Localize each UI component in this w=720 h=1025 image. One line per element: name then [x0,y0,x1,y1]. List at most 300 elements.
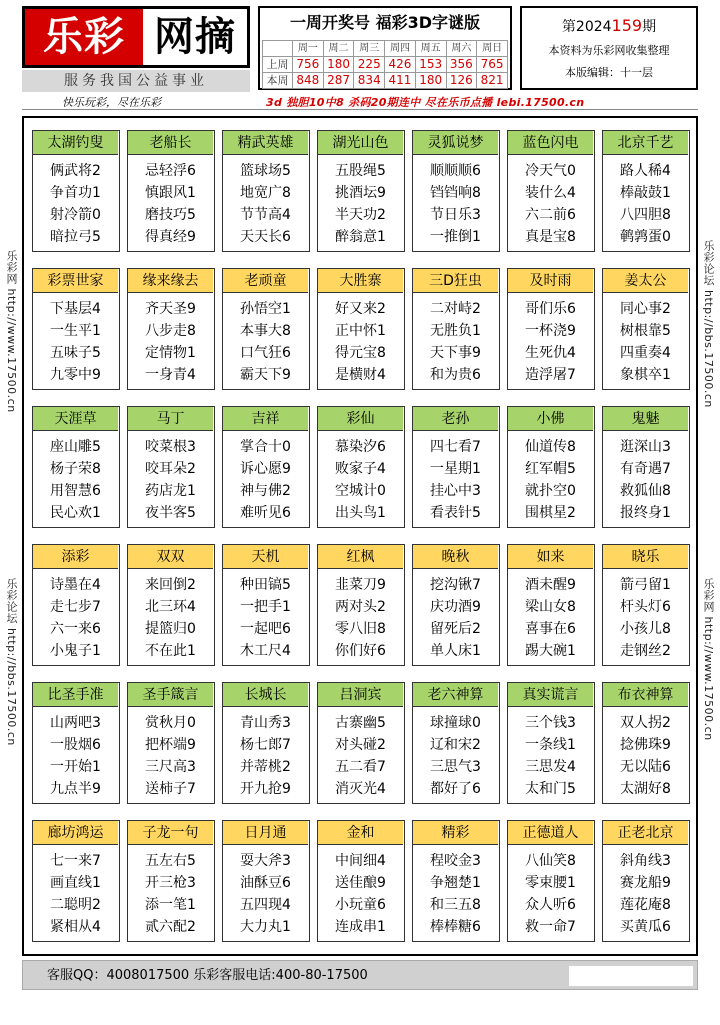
expert-name: 马丁 [128,407,213,431]
riddle-line: 败家子4 [335,461,386,477]
issue-line [522,16,696,36]
expert-name: 精武英雄 [223,131,308,155]
expert-cell [222,544,310,666]
weekday: 周四 [385,41,416,57]
side-text-right-bottom: 乐彩网 http://www.17500.cn [702,578,715,741]
riddle-line: 韭菜刀9 [335,577,386,593]
expert-cell [127,130,215,252]
riddle-line: 一股烟6 [50,737,101,753]
expert-name: 及时雨 [508,269,593,293]
expert-cell [412,406,500,528]
expert-name: 红枫 [318,545,403,569]
riddle-line: 真是宝8 [525,229,576,245]
riddle-line: 提篮归0 [145,621,196,637]
expert-cell [602,130,690,252]
riddle-lines [33,436,118,524]
riddle-lines [413,436,498,524]
expert-cell [127,820,215,942]
riddle-line: 节节高4 [240,207,291,223]
riddle-line: 下基层4 [50,301,101,317]
promo-right[interactable]: 3d 独胆10中8 杀码20期连中 尽在乐币点播 lebi.17500.cn [266,96,585,109]
expert-name: 彩仙 [318,407,403,431]
riddle-lines [128,298,213,386]
riddle-line: 好又来2 [335,301,386,317]
draw-number: 153 [415,57,446,73]
riddle-lines [603,574,688,662]
riddle-lines [128,712,213,800]
riddle-lines [33,712,118,800]
riddle-lines [413,298,498,386]
expert-name: 老孙 [413,407,498,431]
riddle-line: 双人拐2 [620,715,671,731]
expert-name: 吉祥 [223,407,308,431]
prediction-grid [22,116,698,956]
riddle-lines [508,298,593,386]
draw-number: 225 [354,57,385,73]
draw-number: 426 [385,57,416,73]
riddle-line: 用智慧6 [50,483,101,499]
riddle-line: 七一来7 [50,853,101,869]
expert-name: 添彩 [33,545,118,569]
riddle-lines [33,160,118,248]
riddle-line: 众人听6 [525,897,576,913]
riddle-line: 二对峙2 [430,301,481,317]
riddle-lines [508,574,593,662]
draw-number: 411 [385,73,416,89]
riddle-line: 造浮屠7 [525,367,576,383]
riddle-line: 霸天下9 [240,367,291,383]
expert-name: 长城长 [223,683,308,707]
riddle-line: 杨子荣8 [50,461,101,477]
riddle-lines [33,298,118,386]
draw-table [262,40,508,89]
riddle-lines [603,436,688,524]
expert-cell [317,406,405,528]
promo-left: 快乐玩彩，尽在乐彩 [62,96,161,109]
expert-cell [317,544,405,666]
expert-name: 如来 [508,545,593,569]
riddle-lines [318,160,403,248]
riddle-line: 三思气3 [430,759,481,775]
riddle-line: 北三环4 [145,599,196,615]
riddle-line: 救狐仙8 [620,483,671,499]
draw-row-this-week [263,73,508,89]
riddle-line: 来回倒2 [145,577,196,593]
expert-name: 吕洞宾 [318,683,403,707]
expert-cell [602,544,690,666]
riddle-line: 篮球场5 [240,163,291,179]
riddle-lines [128,574,213,662]
riddle-line: 五左右5 [145,853,196,869]
riddle-line: 座山雕5 [50,439,101,455]
logo-red-text: 乐彩 [25,9,143,65]
riddle-line: 孙悟空1 [240,301,291,317]
riddle-lines [223,850,308,938]
draw-number: 180 [323,57,354,73]
expert-cell [507,820,595,942]
riddle-line: 八步走8 [145,323,196,339]
riddle-line: 棒棒糖6 [430,919,481,935]
riddle-lines [318,436,403,524]
riddle-line: 一生平1 [50,323,101,339]
expert-cell [507,682,595,804]
expert-cell [222,406,310,528]
riddle-line: 九零中9 [50,367,101,383]
riddle-lines [33,574,118,662]
riddle-line: 一杯浇9 [525,323,576,339]
expert-cell [32,820,120,942]
expert-cell [507,406,595,528]
riddle-lines [508,850,593,938]
riddle-line: 杨七郎7 [240,737,291,753]
riddle-line: 咬耳朵2 [145,461,196,477]
draw-number: 765 [477,57,508,73]
riddle-line: 种田镐5 [240,577,291,593]
expert-name: 日月通 [223,821,308,845]
expert-name: 蓝色闪电 [508,131,593,155]
riddle-line: 和三五8 [430,897,481,913]
riddle-line: 无胜负1 [430,323,481,339]
riddle-line: 四七看7 [430,439,481,455]
riddle-line: 得真经9 [145,229,196,245]
expert-name: 天涯草 [33,407,118,431]
riddle-line: 留死后2 [430,621,481,637]
riddle-line: 两对头2 [335,599,386,615]
weekday: 周日 [477,41,508,57]
riddle-line: 四重奏4 [620,345,671,361]
row-label: 上周 [263,57,293,73]
expert-name: 姜太公 [603,269,688,293]
footer-contact: 客服QQ：4008017500 乐彩客服电话:400-80-17500 [47,968,368,983]
issue-box [520,6,698,90]
riddle-line: 青山秀3 [240,715,291,731]
riddle-lines [603,850,688,938]
riddle-line: 小玩童6 [335,897,386,913]
riddle-line: 踢大碗1 [525,643,576,659]
issue-note: 本资料为乐彩网收集整理 [548,44,670,57]
riddle-lines [508,712,593,800]
riddle-line: 太湖好8 [620,781,671,797]
riddle-line: 紧相从4 [50,919,101,935]
logo-black-text: 网摘 [154,13,236,60]
riddle-line: 忌轻浮6 [145,163,196,179]
logo-box [22,6,250,68]
side-text-left-top: 乐彩网 http://www.17500.cn [5,250,18,413]
riddle-lines [603,160,688,248]
issue-suffix: 期 [642,19,657,35]
expert-cell [507,544,595,666]
riddle-line: 争首功1 [50,185,101,201]
footer-bar [22,960,698,990]
expert-name: 正老北京 [603,821,688,845]
riddle-line: 象棋卒1 [620,367,671,383]
expert-cell [317,682,405,804]
expert-cell [412,268,500,390]
riddle-line: 树根靠5 [620,323,671,339]
riddle-line: 杆头灯6 [620,599,671,615]
side-text-left-bottom: 乐彩论坛 http://bbs.17500.cn [5,578,18,746]
riddle-line: 齐天圣9 [145,301,196,317]
riddle-line: 古寨幽5 [335,715,386,731]
riddle-line: 报终身1 [620,505,671,521]
draw-table-head [263,41,508,57]
riddle-line: 诉心愿9 [240,461,291,477]
riddle-line: 和为贵6 [430,367,481,383]
riddle-line: 消灭光4 [335,781,386,797]
riddle-line: 对头碰2 [335,737,386,753]
riddle-line: 零八旧8 [335,621,386,637]
issue-number: 159 [611,16,643,35]
draw-table-corner [263,41,293,57]
riddle-line: 送佳酿9 [335,875,386,891]
expert-name: 圣手箴言 [128,683,213,707]
riddle-line: 三尺高3 [145,759,196,775]
riddle-line: 逛深山3 [620,439,671,455]
riddle-line: 神与佛2 [240,483,291,499]
expert-name: 晚秋 [413,545,498,569]
expert-cell [32,544,120,666]
riddle-line: 诗墨在4 [50,577,101,593]
riddle-line: 梁山女8 [525,599,576,615]
riddle-line: 仙道传8 [525,439,576,455]
riddle-line: 买黄瓜6 [620,919,671,935]
expert-name: 正德道人 [508,821,593,845]
weekday: 周二 [323,41,354,57]
riddle-line: 把杯端9 [145,737,196,753]
riddle-lines [223,160,308,248]
riddle-lines [413,160,498,248]
riddle-line: 夜半客5 [145,505,196,521]
riddle-line: 走钢丝2 [620,643,671,659]
expert-cell [127,268,215,390]
logo [22,6,250,90]
riddle-lines [128,850,213,938]
expert-cell [507,268,595,390]
riddle-line: 都好了6 [430,781,481,797]
expert-cell [602,406,690,528]
riddle-line: 八四胆8 [620,207,671,223]
riddle-line: 争翘楚1 [430,875,481,891]
weekday: 周三 [354,41,385,57]
expert-cell [127,406,215,528]
riddle-line: 一星期1 [430,461,481,477]
expert-cell [127,682,215,804]
riddle-line: 棒敲鼓1 [620,185,671,201]
riddle-line: 一把手1 [240,599,291,615]
expert-name: 比圣手准 [33,683,118,707]
riddle-lines [318,712,403,800]
expert-name: 天机 [223,545,308,569]
riddle-line: 不在此1 [145,643,196,659]
riddle-line: 开三枪3 [145,875,196,891]
riddle-line: 辽和宋2 [430,737,481,753]
riddle-line: 画直线1 [50,875,101,891]
riddle-line: 贰六配2 [145,919,196,935]
expert-name: 鬼魅 [603,407,688,431]
riddle-line: 半天功2 [335,207,386,223]
riddle-line: 走七步7 [50,599,101,615]
expert-name: 老顽童 [223,269,308,293]
draw-number: 821 [477,73,508,89]
riddle-line: 一条线1 [525,737,576,753]
riddle-lines [223,298,308,386]
riddle-line: 八仙笑8 [525,853,576,869]
riddle-line: 醉翁意1 [335,229,386,245]
expert-name: 彩票世家 [33,269,118,293]
riddle-line: 装什么4 [525,185,576,201]
riddle-line: 你们好6 [335,643,386,659]
riddle-line: 路人稀4 [620,163,671,179]
riddle-line: 捻佛珠9 [620,737,671,753]
riddle-line: 是横财4 [335,367,386,383]
expert-cell [412,820,500,942]
expert-cell [32,130,120,252]
riddle-line: 民心欢1 [50,505,101,521]
draw-number: 848 [293,73,324,89]
riddle-line: 五股绳5 [335,163,386,179]
riddle-line: 挖沟锹7 [430,577,481,593]
riddle-line: 顺顺顺6 [430,163,481,179]
riddle-line: 有奇遇7 [620,461,671,477]
riddle-line: 磨技巧5 [145,207,196,223]
riddle-line: 三思发4 [525,759,576,775]
riddle-lines [603,712,688,800]
draw-number: 834 [354,73,385,89]
draw-title: 一周开奖号 福彩3D字谜版 [290,13,480,32]
riddle-line: 节日乐3 [430,207,481,223]
riddle-line: 球撞球0 [430,715,481,731]
riddle-line: 慎跟风1 [145,185,196,201]
riddle-line: 并蒂桃2 [240,759,291,775]
riddle-line: 挑酒坛9 [335,185,386,201]
riddle-line: 单人床1 [430,643,481,659]
expert-name: 三D狂虫 [413,269,498,293]
riddle-lines [318,298,403,386]
riddle-line: 得元宝8 [335,345,386,361]
footer-blank-box [569,966,693,986]
riddle-line: 就扑空0 [525,483,576,499]
riddle-line: 赏秋月0 [145,715,196,731]
expert-cell [412,130,500,252]
riddle-line: 冷天气0 [525,163,576,179]
expert-name: 精彩 [413,821,498,845]
riddle-line: 射冷箭0 [50,207,101,223]
expert-name: 太湖钓叟 [33,131,118,155]
riddle-line: 出头鸟1 [335,505,386,521]
riddle-lines [413,712,498,800]
expert-cell [222,268,310,390]
expert-cell [32,406,120,528]
draw-number: 180 [415,73,446,89]
riddle-line: 哥们乐6 [525,301,576,317]
riddle-line: 俩武将2 [50,163,101,179]
row-label: 本周 [263,73,293,89]
riddle-lines [318,574,403,662]
side-text-right-top: 乐彩论坛 http://bbs.17500.cn [702,240,715,408]
riddle-lines [318,850,403,938]
draw-number: 356 [446,57,477,73]
riddle-line: 天下事9 [430,345,481,361]
riddle-line: 咬菜根3 [145,439,196,455]
riddle-line: 耍大斧3 [240,853,291,869]
riddle-line: 口气狂6 [240,345,291,361]
riddle-line: 酒未醒9 [525,577,576,593]
riddle-line: 无以陆6 [620,759,671,775]
riddle-line: 挂心中3 [430,483,481,499]
expert-name: 金和 [318,821,403,845]
expert-name: 老六神算 [413,683,498,707]
riddle-line: 一开始1 [50,759,101,775]
expert-name: 布衣神算 [603,683,688,707]
expert-name: 双双 [128,545,213,569]
expert-cell [222,820,310,942]
slogan: 服务我国公益事业 [22,70,250,92]
riddle-line: 太和门5 [525,781,576,797]
expert-cell [222,130,310,252]
issue-editor: 本版编辑：十一层 [565,66,653,79]
riddle-line: 庆功酒9 [430,599,481,615]
riddle-line: 小孩儿8 [620,621,671,637]
riddle-line: 看表针5 [430,505,481,521]
riddle-line: 六一来6 [50,621,101,637]
expert-cell [32,682,120,804]
riddle-line: 箭弓留1 [620,577,671,593]
expert-name: 真实谎言 [508,683,593,707]
riddle-line: 五味子5 [50,345,101,361]
expert-cell [317,130,405,252]
riddle-lines [413,850,498,938]
expert-cell [32,268,120,390]
riddle-line: 中间细4 [335,853,386,869]
riddle-line: 药店龙1 [145,483,196,499]
riddle-lines [508,160,593,248]
draw-results-box [258,6,512,90]
expert-name: 老船长 [128,131,213,155]
riddle-line: 救一命7 [525,919,576,935]
riddle-lines [223,574,308,662]
riddle-line: 定情物1 [145,345,196,361]
riddle-line: 同心事2 [620,301,671,317]
riddle-line: 六二前6 [525,207,576,223]
riddle-line: 红军帽5 [525,461,576,477]
riddle-line: 喜事在6 [525,621,576,637]
expert-name: 大胜寨 [318,269,403,293]
riddle-lines [33,850,118,938]
expert-cell [317,268,405,390]
riddle-line: 一身青4 [145,367,196,383]
riddle-lines [413,574,498,662]
expert-name: 湖光山色 [318,131,403,155]
riddle-line: 九点半9 [50,781,101,797]
riddle-line: 送柿子7 [145,781,196,797]
riddle-line: 小鬼子1 [50,643,101,659]
riddle-line: 难听见6 [240,505,291,521]
weekday: 周六 [446,41,477,57]
draw-number: 287 [323,73,354,89]
riddle-line: 暗拉弓5 [50,229,101,245]
riddle-line: 三个钱3 [525,715,576,731]
riddle-line: 赛龙船9 [620,875,671,891]
riddle-line: 围棋星2 [525,505,576,521]
riddle-line: 大力丸1 [240,919,291,935]
riddle-line: 本事大8 [240,323,291,339]
weekday: 周五 [415,41,446,57]
riddle-line: 开九抢9 [240,781,291,797]
riddle-line: 空城计0 [335,483,386,499]
riddle-line: 铛铛响8 [430,185,481,201]
riddle-line: 地宽广8 [240,185,291,201]
riddle-line: 五四现4 [240,897,291,913]
